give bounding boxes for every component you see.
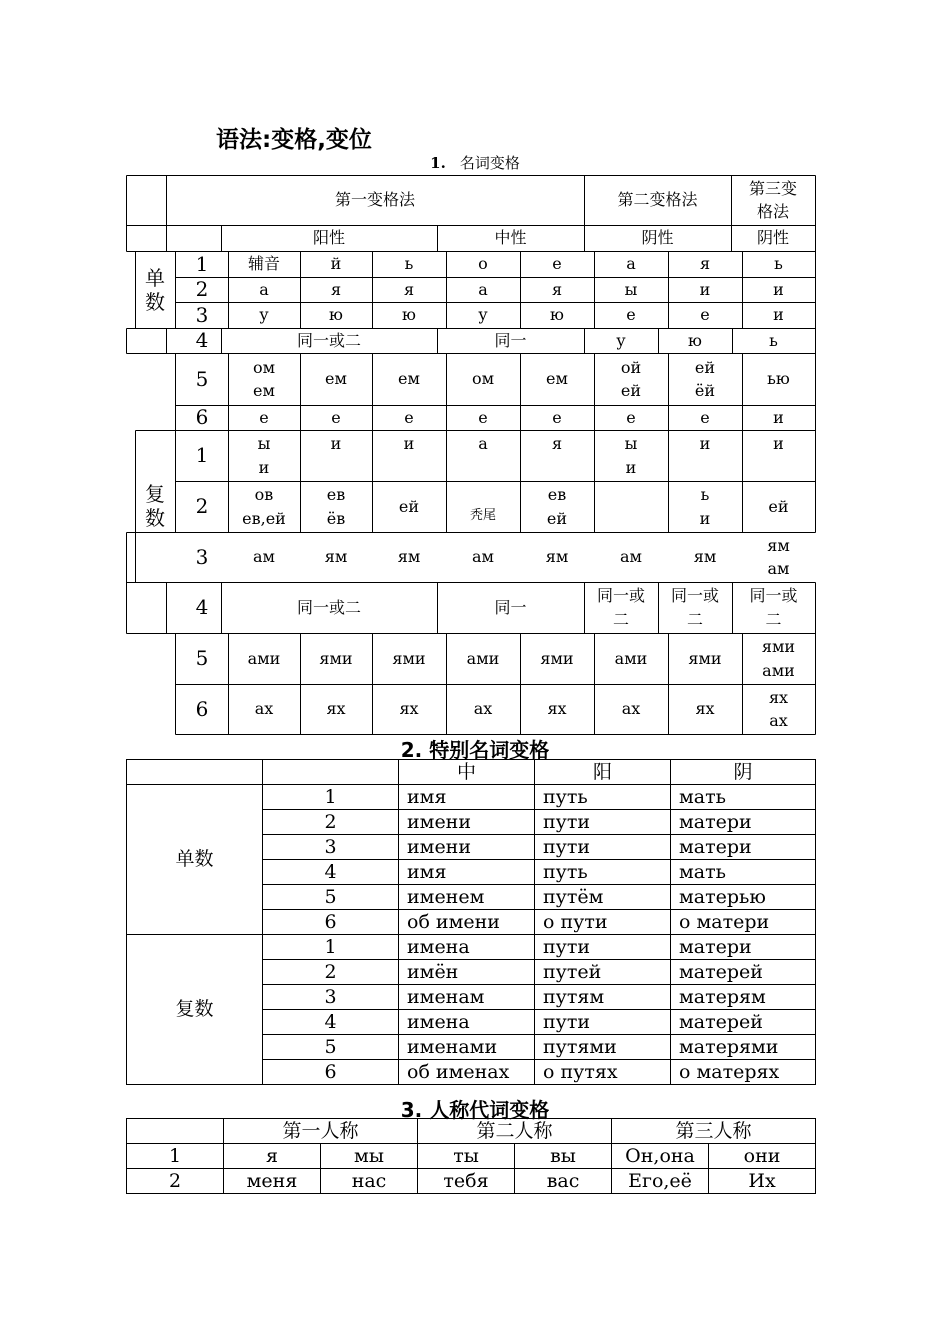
case-cell: а [626, 254, 636, 274]
case-cell: ев ёв [326, 485, 346, 528]
case-cell: ах [621, 699, 641, 719]
case-cell: е [478, 407, 488, 427]
case-cell: я [330, 279, 342, 299]
word-form: матерям [671, 985, 816, 1010]
case-cell: 辅音 [247, 254, 280, 274]
case-number: 3 [195, 544, 209, 569]
word-form: матерей [671, 1010, 816, 1035]
number-group-label: 单数 [127, 785, 263, 935]
section2-heading: 2. 特别名词变格 [400, 738, 550, 762]
word-form: об имени [399, 910, 535, 935]
case-number: 2 [195, 277, 209, 301]
person-header: 第三人称 [612, 1119, 816, 1144]
case-cell: ем [546, 369, 568, 389]
case-cell: ями [540, 648, 574, 668]
case-cell: ах [254, 699, 274, 719]
pronoun-form: ты [418, 1144, 515, 1169]
case-cell: я [699, 254, 711, 274]
section1-heading [330, 152, 620, 173]
case-number: 1 [127, 1144, 224, 1169]
gender-header: 阳性 [312, 228, 345, 248]
word-form: пути [535, 835, 671, 860]
case-cell: и [699, 434, 711, 453]
case-cell: е [404, 407, 414, 427]
case-cell: ями ами [761, 637, 796, 680]
gender-header: 阴性 [756, 228, 789, 248]
case-cell: ями [688, 648, 722, 668]
case-number: 1 [263, 785, 399, 810]
case-cell: е [331, 407, 341, 427]
pronoun-table [126, 1118, 816, 1194]
case-cell: ей [398, 496, 420, 516]
column-header: 阳 [535, 760, 671, 785]
case-cell: у [478, 305, 488, 325]
plural-label: 复 数 [145, 482, 165, 530]
case-cell: ам [253, 547, 275, 567]
case-number: 3 [195, 302, 209, 327]
case-cell: 同一或 二 [749, 586, 798, 629]
case-cell: ь [404, 254, 414, 274]
word-form: об именах [399, 1060, 535, 1085]
case-cell: и [773, 407, 784, 427]
column-header: 阴 [671, 760, 816, 785]
word-form: пути [535, 935, 671, 960]
case-number: 1 [195, 251, 209, 276]
case-cell: 同一 [494, 597, 527, 617]
case-cell: ей [768, 496, 789, 516]
case-cell: ями [319, 648, 353, 668]
case-cell: ой ей [620, 357, 642, 400]
case-cell: и [773, 434, 784, 453]
person-header: 第二人称 [418, 1119, 612, 1144]
third-declension-header: 第三变 格法 [748, 178, 797, 221]
case-cell: ы [624, 279, 638, 299]
case-cell: 同一或 二 [596, 586, 645, 629]
pronoun-form: вас [515, 1169, 612, 1194]
case-cell: и [773, 305, 784, 325]
word-form: о матерях [671, 1060, 816, 1085]
case-cell: ем [398, 369, 420, 389]
case-number: 2 [195, 494, 209, 518]
case-cell: ях [547, 699, 567, 719]
case-cell: ами [614, 648, 648, 668]
case-number: 5 [195, 366, 209, 391]
case-cell: о [478, 254, 488, 274]
section1-number: 1. [430, 154, 446, 172]
gender-header: 中性 [494, 228, 527, 248]
case-number: 5 [195, 646, 209, 670]
case-cell: ям ам [767, 535, 790, 578]
pronoun-form: вы [515, 1144, 612, 1169]
case-cell: 同一或二 [296, 597, 361, 617]
table-row [127, 785, 816, 810]
case-number: 5 [263, 885, 399, 910]
word-form: мать [671, 785, 816, 810]
case-number: 2 [263, 960, 399, 985]
case-cell: ами [247, 648, 281, 668]
case-number: 4 [263, 860, 399, 885]
word-form: путь [535, 860, 671, 885]
case-cell: ом ем [252, 357, 276, 400]
case-cell: а [478, 279, 488, 299]
case-cell: ом [471, 369, 495, 389]
word-form: матери [671, 810, 816, 835]
word-form: матери [671, 835, 816, 860]
pronoun-form: нас [321, 1169, 418, 1194]
table-row [127, 1144, 816, 1169]
case-number: 6 [263, 1060, 399, 1085]
case-cell: ам [472, 547, 494, 567]
pronoun-form: они [709, 1144, 816, 1169]
case-number: 4 [263, 1010, 399, 1035]
word-form: имя [399, 785, 535, 810]
case-cell: е [626, 305, 636, 325]
word-form: имени [399, 810, 535, 835]
pronoun-form: Он,она [612, 1144, 709, 1169]
case-cell: и [330, 434, 342, 453]
word-form: матери [671, 935, 816, 960]
first-declension-header: 第一变格法 [334, 190, 415, 210]
case-number: 6 [195, 405, 209, 429]
pronoun-form: меня [224, 1169, 321, 1194]
case-number: 2 [263, 810, 399, 835]
word-form: путям [535, 985, 671, 1010]
case-number: 1 [263, 935, 399, 960]
case-cell: ях [326, 699, 346, 719]
word-form: пути [535, 810, 671, 835]
case-cell: е [700, 407, 710, 427]
word-form: имя [399, 860, 535, 885]
case-cell: ях [399, 699, 419, 719]
pronoun-form: Их [709, 1169, 816, 1194]
page-title: 语法:变格,变位 [216, 127, 372, 153]
word-form: именем [399, 885, 535, 910]
case-cell: е [552, 254, 562, 274]
number-group-label: 复数 [127, 935, 263, 1085]
case-cell: а [259, 279, 269, 299]
word-form: имён [399, 960, 535, 985]
case-cell: ы и [257, 434, 271, 477]
word-form: путём [535, 885, 671, 910]
word-form: путями [535, 1035, 671, 1060]
table-header-row [127, 760, 816, 785]
pronoun-form: Его,её [612, 1169, 709, 1194]
word-form: о пути [535, 910, 671, 935]
case-cell: 同一 [494, 330, 527, 350]
special-noun-table [126, 759, 816, 1085]
case-cell: ь и [699, 485, 711, 528]
word-form: имена [399, 935, 535, 960]
word-form: путей [535, 960, 671, 985]
section1-title: 名词变格 [459, 154, 520, 172]
word-form: имени [399, 835, 535, 860]
case-cell [594, 481, 668, 532]
case-cell: у [616, 330, 626, 350]
case-cell: ы и [624, 434, 638, 477]
case-cell: ях [695, 699, 715, 719]
word-form: матерей [671, 960, 816, 985]
case-cell: ем [325, 369, 347, 389]
case-number: 4 [195, 595, 209, 619]
case-cell: я [403, 279, 415, 299]
empty-cell [263, 760, 399, 785]
case-cell: я [551, 279, 563, 299]
case-cell: е [259, 407, 269, 427]
case-cell: ям [397, 547, 421, 567]
table-header-row [127, 1119, 816, 1144]
case-cell: ах [473, 699, 493, 719]
case-cell: е [552, 407, 562, 427]
case-cell: ям [545, 547, 569, 567]
case-cell: ю [402, 305, 416, 325]
empty-cell [127, 1119, 224, 1144]
case-cell: 同一或二 [296, 330, 361, 350]
word-form: именам [399, 985, 535, 1010]
case-cell: е [626, 407, 636, 427]
case-cell: ь [769, 330, 778, 350]
table-row [127, 935, 816, 960]
case-cell: а [478, 434, 488, 453]
case-number: 3 [263, 835, 399, 860]
word-form: матерями [671, 1035, 816, 1060]
column-header: 中 [399, 760, 535, 785]
case-cell: ю [688, 330, 702, 350]
word-form: имена [399, 1010, 535, 1035]
case-cell: ами [466, 648, 500, 668]
table-row [127, 1169, 816, 1194]
case-cell: е [700, 305, 710, 325]
case-cell: ью [767, 369, 790, 389]
case-cell: ю [329, 305, 343, 325]
case-cell: й [330, 254, 342, 274]
case-cell: у [259, 305, 269, 325]
word-form: пути [535, 1010, 671, 1035]
word-form: о путях [535, 1060, 671, 1085]
case-cell: 秃尾 [469, 508, 496, 524]
case-cell: и [699, 279, 711, 299]
case-cell: и [773, 279, 784, 299]
second-declension-header: 第二变格法 [617, 190, 698, 210]
word-form: мать [671, 860, 816, 885]
case-cell: ями [392, 648, 426, 668]
case-cell: ю [550, 305, 564, 325]
word-form: путь [535, 785, 671, 810]
word-form: матерью [671, 885, 816, 910]
word-form: о матери [671, 910, 816, 935]
case-number: 4 [195, 328, 209, 352]
case-cell: ам [620, 547, 642, 567]
case-number: 2 [127, 1169, 224, 1194]
case-number: 6 [263, 910, 399, 935]
case-cell: 同一或 二 [670, 586, 719, 629]
case-number: 1 [195, 443, 209, 467]
case-cell: ов ев,ей [242, 485, 286, 528]
case-cell: я [551, 434, 563, 453]
section3-heading: 3. 人称代词变格 [400, 1098, 550, 1122]
case-number: 3 [263, 985, 399, 1010]
case-cell: ях ах [768, 687, 789, 730]
word-form: именами [399, 1035, 535, 1060]
pronoun-form: тебя [418, 1169, 515, 1194]
person-header: 第一人称 [224, 1119, 418, 1144]
case-cell: ев ей [546, 485, 568, 528]
pronoun-form: мы [321, 1144, 418, 1169]
empty-cell [127, 760, 263, 785]
case-cell: ь [774, 254, 783, 274]
case-number: 6 [195, 696, 209, 721]
case-cell: ей ёй [694, 357, 716, 400]
singular-label: 单 数 [145, 265, 165, 314]
case-number: 5 [263, 1035, 399, 1060]
gender-header: 阴性 [641, 228, 674, 248]
pronoun-form: я [224, 1144, 321, 1169]
case-cell: ям [324, 547, 348, 567]
case-cell: и [403, 434, 415, 453]
case-cell: ям [693, 547, 717, 567]
